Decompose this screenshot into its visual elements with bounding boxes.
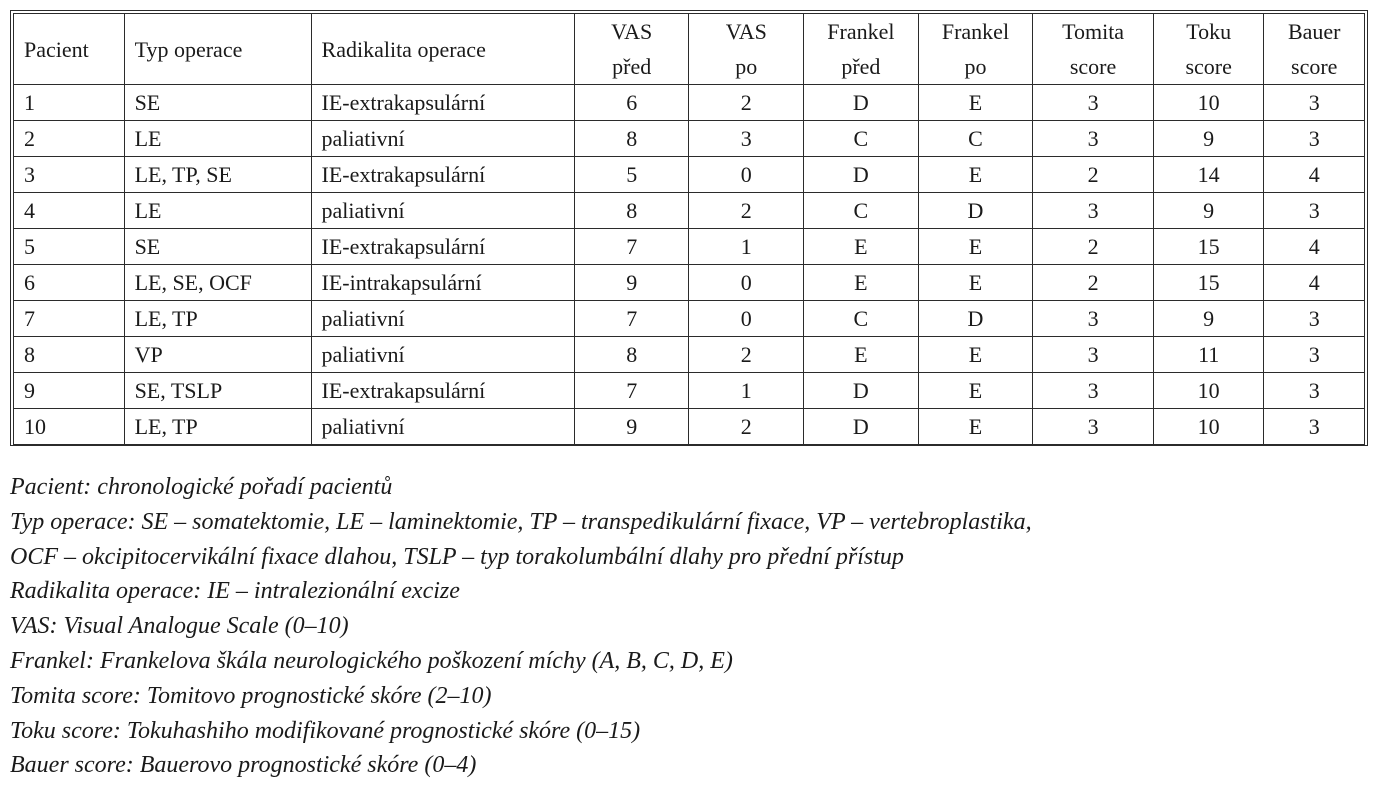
- col-header-tomita-score: [1033, 14, 1154, 85]
- table-cell: 8: [14, 337, 125, 373]
- table-cell: E: [918, 373, 1033, 409]
- table-cell: 9: [1153, 121, 1264, 157]
- col-header-line1: VAS: [725, 19, 767, 44]
- table-cell: IE-intrakapsulární: [311, 265, 574, 301]
- table-cell: 9: [1153, 301, 1264, 337]
- header-row: [14, 14, 1365, 85]
- table-cell: 3: [1033, 301, 1154, 337]
- table-cell: 8: [574, 193, 689, 229]
- table-cell: 2: [1033, 157, 1154, 193]
- table-cell: 9: [1153, 193, 1264, 229]
- table-cell: 3: [1033, 337, 1154, 373]
- col-header-line2: score: [1185, 54, 1232, 79]
- table-cell: 7: [14, 301, 125, 337]
- legend-line: OCF – okcipitocervikální fixace dlahou, TSLP – typ torakolumbální dlahy pro přední přístup: [10, 543, 904, 570]
- table-row: [14, 193, 1365, 229]
- table-body: [14, 85, 1365, 445]
- table-cell: SE: [124, 229, 311, 265]
- table-cell: 3: [1264, 409, 1365, 445]
- table-cell: 3: [689, 121, 804, 157]
- table-cell: LE, SE, OCF: [124, 265, 311, 301]
- col-header-line1: Tomita: [1062, 19, 1125, 44]
- table-cell: E: [804, 265, 919, 301]
- table-cell: 0: [689, 157, 804, 193]
- table-cell: C: [804, 121, 919, 157]
- table-cell: 9: [14, 373, 125, 409]
- table-cell: 8: [574, 337, 689, 373]
- table-cell: 2: [14, 121, 125, 157]
- table-cell: 7: [574, 301, 689, 337]
- table-cell: 2: [1033, 265, 1154, 301]
- col-header-line1: Frankel: [827, 19, 895, 44]
- table-cell: SE: [124, 85, 311, 121]
- col-header-pacient: [14, 14, 125, 85]
- table-cell: IE-extrakapsulární: [311, 85, 574, 121]
- legend-line: VAS: Visual Analogue Scale (0–10): [10, 613, 349, 640]
- table-cell: D: [804, 85, 919, 121]
- table-cell: 10: [1153, 409, 1264, 445]
- table-cell: E: [918, 85, 1033, 121]
- table-cell: 4: [1264, 157, 1365, 193]
- col-header-line1: Bauer: [1287, 19, 1341, 44]
- table-cell: 1: [14, 85, 125, 121]
- col-header-line2: po: [964, 54, 987, 79]
- col-header-vas-pred: [574, 14, 689, 85]
- table-cell: 7: [574, 373, 689, 409]
- table-cell: 7: [574, 229, 689, 265]
- table-cell: 14: [1153, 157, 1264, 193]
- table-cell: 10: [14, 409, 125, 445]
- col-header-line1: VAS: [611, 19, 653, 44]
- table-row: [14, 301, 1365, 337]
- table-cell: 11: [1153, 337, 1264, 373]
- table-cell: 1: [689, 373, 804, 409]
- table-cell: 2: [689, 193, 804, 229]
- table-cell: 3: [1033, 85, 1154, 121]
- table-cell: IE-extrakapsulární: [311, 157, 574, 193]
- table-cell: 9: [574, 265, 689, 301]
- table-cell: 3: [14, 157, 125, 193]
- table-cell: 3: [1264, 121, 1365, 157]
- legend-line: Pacient: chronologické pořadí pacientů: [10, 474, 393, 500]
- table-cell: VP: [124, 337, 311, 373]
- col-header-vas-po: [689, 14, 804, 85]
- table-cell: 4: [1264, 229, 1365, 265]
- col-header-frankel-pred: [804, 14, 919, 85]
- col-header-line1: Toku: [1186, 19, 1232, 44]
- table-cell: 3: [1033, 409, 1154, 445]
- table-row: [14, 337, 1365, 373]
- col-header-line1: Radikalita operace: [321, 36, 486, 62]
- table-cell: C: [804, 193, 919, 229]
- table-cell: SE, TSLP: [124, 373, 311, 409]
- table-cell: 3: [1264, 193, 1365, 229]
- col-header-line2: score: [1069, 54, 1117, 79]
- table-cell: 15: [1153, 229, 1264, 265]
- table-cell: IE-extrakapsulární: [311, 373, 574, 409]
- table-cell: E: [804, 229, 919, 265]
- col-header-line1: Frankel: [941, 19, 1010, 44]
- table-cell: LE, TP: [124, 409, 311, 445]
- table-cell: E: [804, 337, 919, 373]
- table-cell: E: [918, 409, 1033, 445]
- table-cell: 3: [1264, 337, 1365, 373]
- col-header-line2: před: [841, 54, 881, 79]
- table-cell: E: [918, 157, 1033, 193]
- table-cell: 2: [689, 85, 804, 121]
- table-cell: 1: [689, 229, 804, 265]
- col-header-line2: score: [1291, 54, 1338, 79]
- table-cell: LE, TP, SE: [124, 157, 311, 193]
- table-cell: 3: [1264, 373, 1365, 409]
- table-cell: paliativní: [311, 121, 574, 157]
- table-cell: LE, TP: [124, 301, 311, 337]
- table-cell: 2: [689, 409, 804, 445]
- table-row: [14, 409, 1365, 445]
- table-cell: 9: [574, 409, 689, 445]
- table-cell: 8: [574, 121, 689, 157]
- col-header-line1: Pacient: [24, 36, 89, 62]
- table-cell: 15: [1153, 265, 1264, 301]
- table-row: [14, 157, 1365, 193]
- table-cell: 2: [689, 337, 804, 373]
- table-cell: 3: [1033, 121, 1154, 157]
- table-header: [14, 14, 1365, 85]
- table-cell: 5: [14, 229, 125, 265]
- table-cell: E: [918, 265, 1033, 301]
- col-header-line2: před: [612, 54, 652, 79]
- table-cell: 6: [14, 265, 125, 301]
- legend-line: Tomita score: Tomitovo prognostické skóre (2–10): [10, 682, 492, 709]
- table-cell: 0: [689, 265, 804, 301]
- legend-line: Radikalita operace: IE – intralezionální excize: [10, 578, 460, 605]
- legend-line: Typ operace: SE – somatektomie, LE – laminektomie, TP – transpedikulární fixace, VP – vertebroplastika,: [10, 508, 1032, 535]
- col-header-bauer-score: [1264, 14, 1365, 85]
- table-cell: E: [918, 229, 1033, 265]
- table-cell: 4: [14, 193, 125, 229]
- col-header-typ-operace: [124, 14, 311, 85]
- col-header-line1: Typ operace: [134, 36, 243, 62]
- col-header-frankel-po: [918, 14, 1033, 85]
- table-row: [14, 229, 1365, 265]
- table-cell: 0: [689, 301, 804, 337]
- table-row: [14, 121, 1365, 157]
- table-cell: 6: [574, 85, 689, 121]
- table-cell: 3: [1033, 193, 1154, 229]
- col-header-radikalita: [311, 14, 574, 85]
- patient-table: [13, 13, 1365, 445]
- col-header-toku-score: [1153, 14, 1264, 85]
- table-legend: [10, 470, 1370, 783]
- table-cell: 4: [1264, 265, 1365, 301]
- table-cell: paliativní: [311, 409, 574, 445]
- table-frame: [10, 10, 1368, 446]
- table-row: [14, 85, 1365, 121]
- table-cell: paliativní: [311, 337, 574, 373]
- legend-line: Bauer score: Bauerovo prognostické skóre (0–4): [10, 752, 477, 779]
- table-cell: D: [804, 373, 919, 409]
- table-cell: C: [804, 301, 919, 337]
- legend-line: Toku score: Tokuhashiho modifikované prognostické skóre (0–15): [10, 717, 641, 744]
- table-cell: IE-extrakapsulární: [311, 229, 574, 265]
- table-cell: D: [804, 409, 919, 445]
- table-cell: 3: [1264, 85, 1365, 121]
- table-cell: LE: [124, 121, 311, 157]
- legend-line: Frankel: Frankelova škála neurologického poškození míchy (A, B, C, D, E): [10, 647, 733, 674]
- table-row: [14, 373, 1365, 409]
- table-cell: 3: [1033, 373, 1154, 409]
- table-cell: D: [804, 157, 919, 193]
- table-cell: 2: [1033, 229, 1154, 265]
- table-cell: 10: [1153, 85, 1264, 121]
- table-cell: 10: [1153, 373, 1264, 409]
- table-cell: D: [918, 301, 1033, 337]
- table-row: [14, 265, 1365, 301]
- table-cell: paliativní: [311, 301, 574, 337]
- table-cell: 5: [574, 157, 689, 193]
- table-cell: E: [918, 337, 1033, 373]
- table-cell: 3: [1264, 301, 1365, 337]
- table-cell: LE: [124, 193, 311, 229]
- table-cell: paliativní: [311, 193, 574, 229]
- col-header-line2: po: [735, 54, 758, 79]
- table-cell: D: [918, 193, 1033, 229]
- table-cell: C: [918, 121, 1033, 157]
